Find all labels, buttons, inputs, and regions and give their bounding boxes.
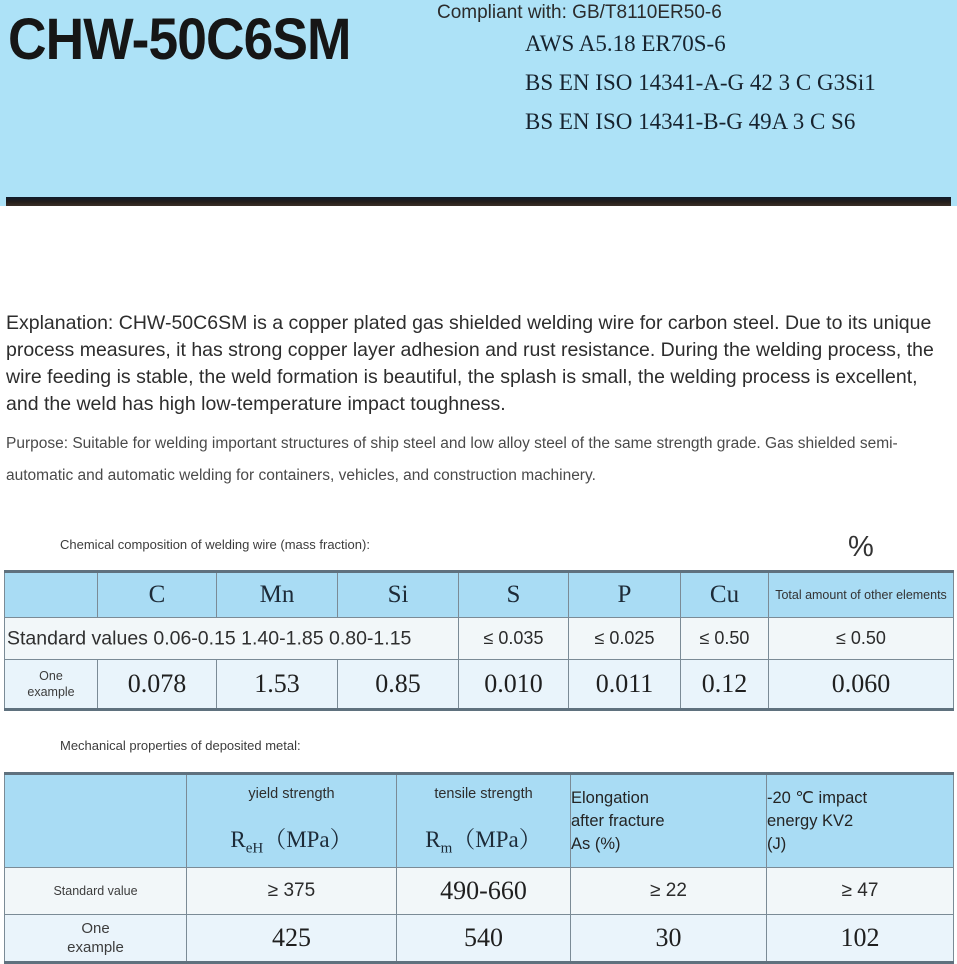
chem-header-cu: Cu	[681, 572, 769, 618]
chem-example-c: 0.078	[98, 660, 217, 710]
purpose-paragraph: Purpose: Suitable for welding important structures of ship steel and low alloy steel of the same strength grade. Gas shielded semi-automatic and automatic welding for containers, vehicles, and construction machinery.	[6, 435, 898, 484]
mech-header-yield-symbol: $R_{eH}(MPa)$	[230, 826, 353, 857]
banner-divider-rule	[6, 197, 951, 206]
chemical-table-caption: Chemical composition of welding wire (mass fraction):	[60, 537, 370, 552]
percent-unit-symbol: %	[848, 531, 874, 563]
table-row-header	[5, 572, 954, 618]
chem-example-s: 0.010	[459, 660, 569, 710]
mech-standard-elongation: ≥ 22	[571, 868, 767, 915]
product-title: CHW-50C6SM	[8, 7, 351, 72]
standard-item-aws: AWS A5.18 ER70S-6	[525, 31, 726, 56]
table-row-example	[5, 660, 954, 710]
mech-header-yield-strength	[187, 774, 397, 868]
chem-header-si: Si	[338, 572, 459, 618]
mech-example-elongation: 30	[571, 915, 767, 963]
chem-example-cu: 0.12	[681, 660, 769, 710]
mech-header-tensile-symbol: $R_m(MPa)$	[425, 826, 542, 857]
mech-header-blank	[5, 774, 187, 868]
mech-header-impact-line3: (J)	[767, 834, 787, 853]
chem-header-s: S	[459, 572, 569, 618]
chem-standard-overflow-run	[5, 618, 459, 660]
mech-header-impact-line2: energy KV2	[767, 811, 854, 830]
table-row-standard-values	[5, 618, 954, 660]
chem-standard-s: ≤ 0.035	[459, 618, 569, 660]
chem-standard-values-text: Standard values 0.06-0.15 1.40-1.85 0.80-1.15	[7, 627, 412, 649]
chem-header-blank	[5, 572, 98, 618]
table-row-header	[5, 774, 954, 868]
mech-standard-yield: ≥ 375	[187, 868, 397, 915]
chem-example-row-label	[5, 660, 98, 710]
mech-example-yield: 425	[187, 915, 397, 963]
mech-header-yield-label: yield strength	[248, 785, 335, 802]
mech-header-tensile-strength	[397, 774, 571, 868]
chem-example-mn: 1.53	[217, 660, 338, 710]
mech-header-tensile-label: tensile strength	[434, 785, 533, 802]
chem-header-other-elements: Total amount of other elements	[769, 572, 954, 618]
chem-standard-p: ≤ 0.025	[569, 618, 681, 660]
chem-example-p: 0.011	[569, 660, 681, 710]
chem-example-label-line1: One	[39, 669, 63, 683]
standards-list	[525, 32, 955, 149]
chem-header-mn: Mn	[217, 572, 338, 618]
header-banner	[0, 0, 957, 206]
mechanical-properties-table	[4, 772, 954, 964]
mech-standard-impact: ≥ 47	[767, 868, 954, 915]
standard-item-bsen-a: BS EN ISO 14341-A-G 42 3 C G3Si1	[525, 70, 876, 95]
chem-header-c: C	[98, 572, 217, 618]
mech-example-label-line2: example	[67, 939, 124, 956]
table-row-example	[5, 915, 954, 963]
mech-header-impact-energy	[767, 774, 954, 868]
mech-header-elongation-line2: after fracture	[571, 811, 665, 830]
chem-example-other: 0.060	[769, 660, 954, 710]
mech-example-row-label	[5, 915, 187, 963]
chem-header-p: P	[569, 572, 681, 618]
standard-item-bsen-b: BS EN ISO 14341-B-G 49A 3 C S6	[525, 109, 856, 134]
mech-standard-row-label: Standard value	[5, 868, 187, 915]
chem-standard-cu: ≤ 0.50	[681, 618, 769, 660]
mech-example-label-line1: One	[81, 920, 110, 937]
mech-header-elongation-line1: Elongation	[571, 788, 649, 807]
table-row-standard-value	[5, 868, 954, 915]
mechanical-table-caption: Mechanical properties of deposited metal:	[60, 738, 301, 753]
chemical-composition-table	[4, 570, 954, 711]
chem-example-si: 0.85	[338, 660, 459, 710]
compliance-standard-label: Compliant with: GB/T8110ER50-6	[437, 2, 722, 23]
mech-standard-tensile: 490-660	[397, 868, 571, 915]
mech-header-impact-line1: -20 ℃ impact	[767, 788, 868, 807]
mech-header-elongation-line3: As (%)	[571, 834, 621, 853]
chem-example-label-line2: example	[27, 685, 75, 699]
mech-example-impact: 102	[767, 915, 954, 963]
chem-standard-other: ≤ 0.50	[769, 618, 954, 660]
mech-example-tensile: 540	[397, 915, 571, 963]
explanation-paragraph: Explanation: CHW-50C6SM is a copper plated gas shielded welding wire for carbon steel. Due to its unique process measures, it has strong copper layer adhesion and rust resistance. During the welding process, the wire feeding is stable, the weld formation is beautiful, the splash is small, the welding process is excellent, and the weld has high low-temperature impact toughness.	[6, 312, 934, 415]
mech-header-elongation	[571, 774, 767, 868]
